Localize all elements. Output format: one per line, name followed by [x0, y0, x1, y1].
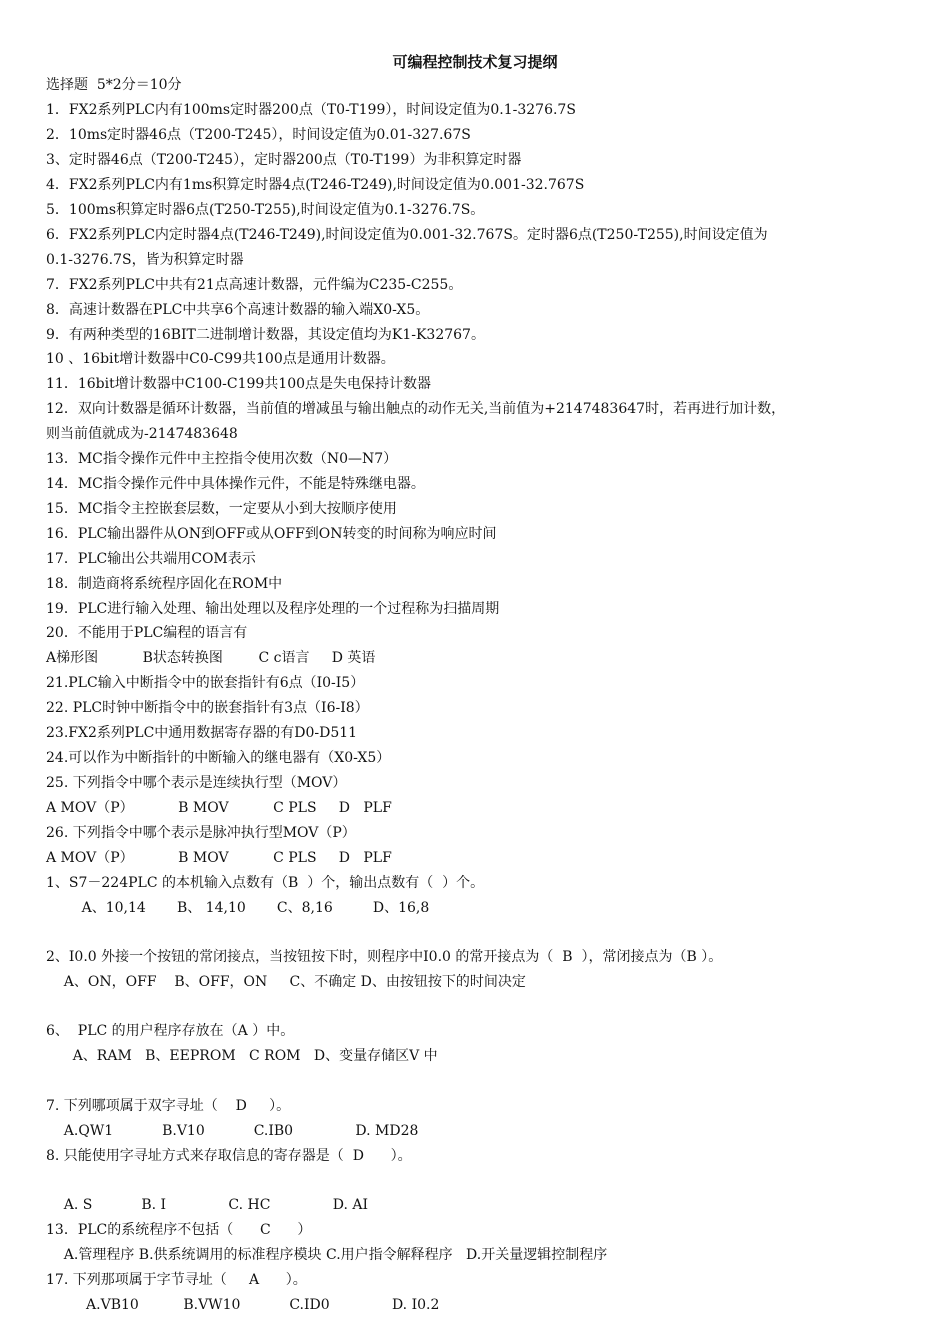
text-line: 12．双向计数器是循环计数器，当前值的增减虽与输出触点的动作无关,当前值为+2147483647时，若再进行加计数， — [46, 401, 786, 417]
text-line: 15．MC指令主控嵌套层数，一定要从小到大按顺序使用 — [46, 501, 397, 517]
text-line: 17. 下列那项属于字节寻址（ A ）。 — [46, 1272, 307, 1288]
text-line: 10 、16bit增计数器中C0-C99共100点是通用计数器。 — [46, 351, 395, 367]
text-line: 0.1-3276.7S，皆为积算定时器 — [46, 252, 244, 268]
text-line: A梯形图 B状态转换图 C c语言 D 英语 — [46, 650, 376, 666]
text-line: 1、S7－224PLC 的本机输入点数有（B ）个，输出点数有（ ）个。 — [46, 875, 485, 891]
text-line: 1．FX2系列PLC内有100ms定时器200点（T0-T199），时间设定值为0.1-3276.7S — [46, 102, 576, 118]
text-line: 5．100ms积算定时器6点(T250-T255),时间设定值为0.1-3276.7S。 — [46, 202, 485, 218]
text-line: 25. 下列指令中哪个表示是连续执行型（MOV） — [46, 775, 347, 791]
text-line: 13．MC指令操作元件中主控指令使用次数（N0—N7） — [46, 451, 398, 467]
text-line: 选择题 5*2分＝10分 — [46, 77, 182, 93]
text-line: 2、I0.0 外接一个按钮的常闭接点，当按钮按下时，则程序中I0.0 的常开接点为（ B ），常闭接点为（B ）。 — [46, 949, 723, 965]
text-line: 21.PLC输入中断指令中的嵌套指针有6点（I0-I5） — [46, 675, 365, 691]
text-line: 13．PLC的系统程序不包括（ C ） — [46, 1222, 312, 1238]
text-line: 24.可以作为中断指针的中断输入的继电器有（X0-X5） — [46, 750, 391, 766]
text-line: 7. 下列哪项属于双字寻址（ D ）。 — [46, 1098, 291, 1114]
text-line: 16．PLC输出器件从ON到OFF或从OFF到ON转变的时间称为响应时间 — [46, 526, 497, 542]
text-line: A、RAM B、EEPROM C ROM D、变量存储区V 中 — [46, 1048, 438, 1064]
text-line: 8. 只能使用字寻址方式来存取信息的寄存器是（ D ）。 — [46, 1148, 412, 1164]
page-title: 可编程控制技术复习提纲 — [392, 53, 558, 71]
text-line: 18．制造商将系统程序固化在ROM中 — [46, 576, 283, 592]
text-line: 4．FX2系列PLC内有1ms积算定时器4点(T246-T249),时间设定值为0.001-32.767S — [46, 177, 585, 193]
text-line: A. S B. I C. HC D. AI — [46, 1197, 368, 1213]
text-line: 22. PLC时钟中断指令中的嵌套指针有3点（I6-I8） — [46, 700, 369, 716]
text-line: A、ON，OFF B、OFF，ON C、不确定 D、由按钮按下的时间决定 — [46, 974, 526, 990]
text-line: 9．有两种类型的16BIT二进制增计数器，其设定值均为K1-K32767。 — [46, 327, 485, 343]
text-line: A.VB10 B.VW10 C.ID0 D. I0.2 — [46, 1297, 440, 1313]
text-line: 2．10ms定时器46点（T200-T245），时间设定值为0.01-327.67S — [46, 127, 471, 143]
text-line: 26. 下列指令中哪个表示是脉冲执行型MOV（P） — [46, 825, 356, 841]
text-line: 14．MC指令操作元件中具体操作元件，不能是特殊继电器。 — [46, 476, 425, 492]
text-line: 6、 PLC 的用户程序存放在（A ）中。 — [46, 1023, 295, 1039]
text-line: A MOV（P） B MOV C PLS D PLF — [46, 850, 392, 866]
text-line: A MOV（P） B MOV C PLS D PLF — [46, 800, 392, 816]
text-line: 6．FX2系列PLC内定时器4点(T246-T249),时间设定值为0.001-32.767S。定时器6点(T250-T255),时间设定值为 — [46, 227, 768, 243]
text-line: 23.FX2系列PLC中通用数据寄存器的有D0-D511 — [46, 725, 358, 741]
text-line: 7．FX2系列PLC中共有21点高速计数器，元件编为C235-C255。 — [46, 277, 463, 293]
text-line: 20．不能用于PLC编程的语言有 — [46, 625, 248, 641]
text-line: 19．PLC进行输入处理、输出处理以及程序处理的一个过程称为扫描周期 — [46, 601, 500, 617]
text-line: 17．PLC输出公共端用COM表示 — [46, 551, 256, 567]
text-line: A.QW1 B.V10 C.IB0 D. MD28 — [46, 1123, 419, 1139]
text-line: A、10,14 B、 14,10 C、8,16 D、16,8 — [46, 900, 430, 916]
text-line: 11．16bit增计数器中C100-C199共100点是失电保持计数器 — [46, 376, 432, 392]
text-line: 则当前值就成为-2147483648 — [46, 426, 238, 442]
text-line: 3、定时器46点（T200-T245），定时器200点（T0-T199）为非积算定时器 — [46, 152, 522, 168]
text-line: 8．高速计数器在PLC中共享6个高速计数器的输入端X0-X5。 — [46, 302, 430, 318]
text-line: A.管理程序 B.供系统调用的标准程序模块 C.用户指令解释程序 D.开关量逻辑控制程序 — [46, 1247, 608, 1263]
